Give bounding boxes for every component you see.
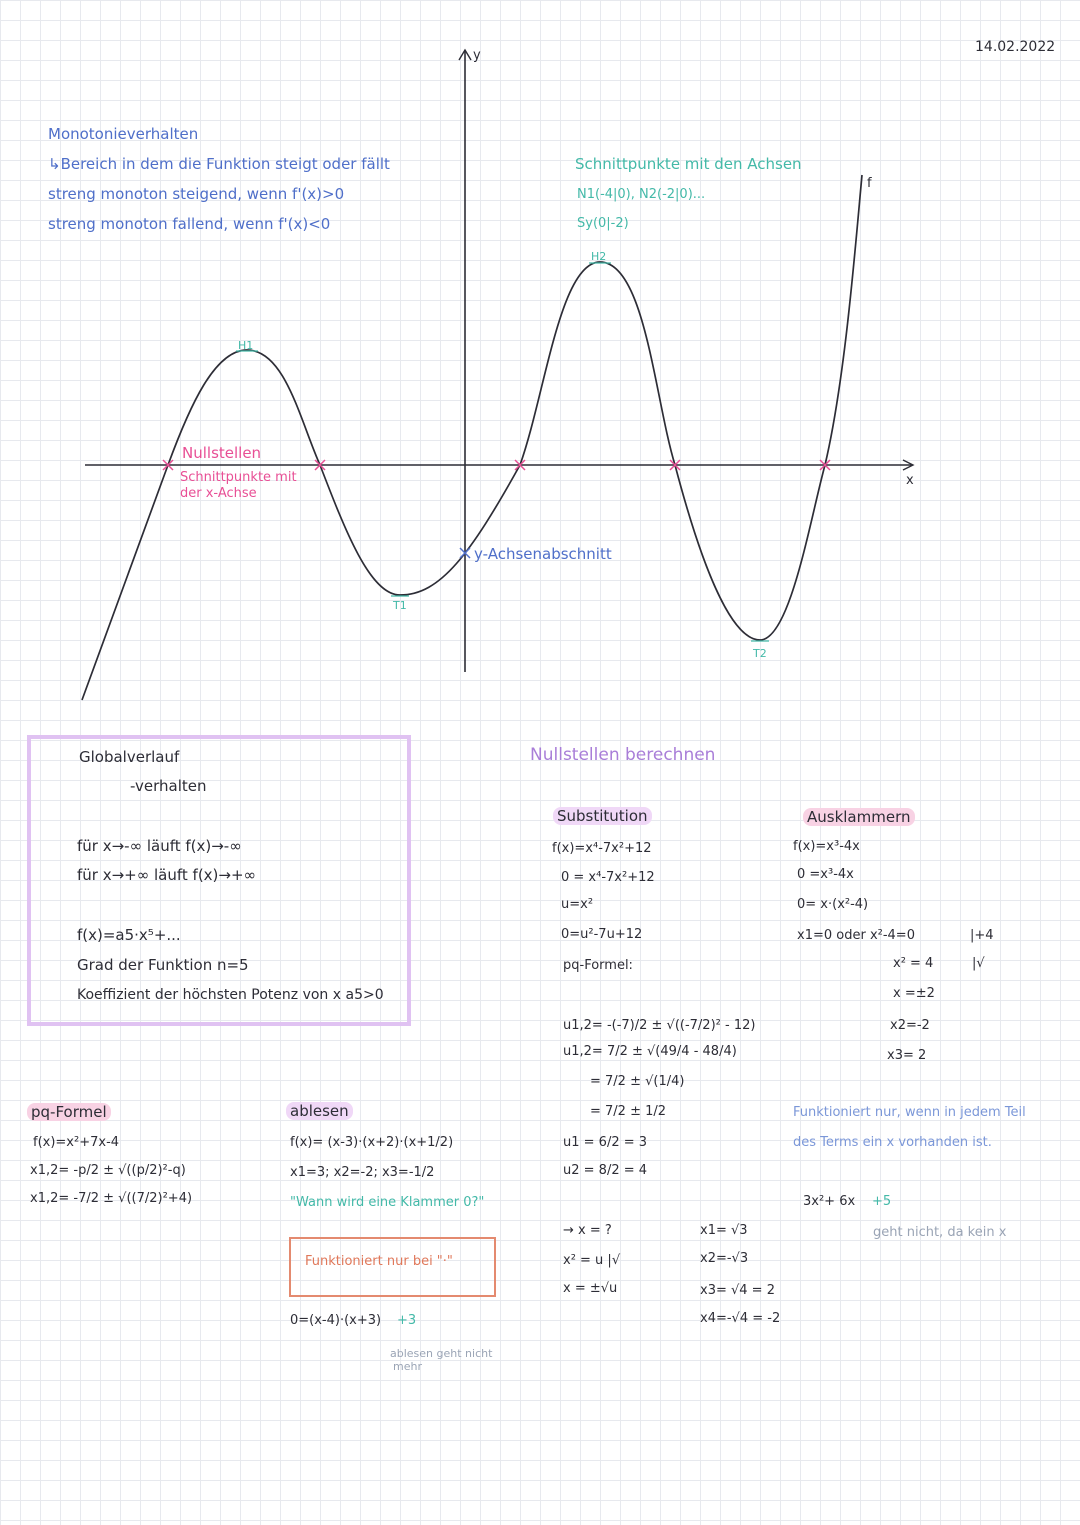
global-line-3: f(x)=a5·x⁵+... xyxy=(77,926,181,944)
ablesen-line-1: f(x)= (x-3)·(x+2)·(x+1/2) xyxy=(290,1135,454,1150)
ablesen-box-text: Funktioniert nur bei "·" xyxy=(305,1254,453,1269)
ausklammern-line-7: x2=-2 xyxy=(890,1018,930,1033)
ablesen-line-5: ablesen geht nicht xyxy=(390,1347,493,1360)
substitution-line-3: u=x² xyxy=(561,897,594,912)
substitution-line-13: x² = u |√ xyxy=(563,1253,621,1268)
substitution-line-9: = 7/2 ± 1/2 xyxy=(590,1104,667,1119)
ablesen-line-6: mehr xyxy=(393,1360,422,1373)
result-x3: x3= √4 = 2 xyxy=(700,1283,775,1298)
y-achsenabschnitt-label: y-Achsenabschnitt xyxy=(474,545,612,563)
ausklammern-line-5b: |√ xyxy=(972,956,985,971)
ablesen-line-2: x1=3; x2=-2; x3=-1/2 xyxy=(290,1165,435,1180)
pq-line-1: f(x)=x²+7x-4 xyxy=(33,1135,120,1150)
ausklammern-line-1: f(x)=x³-4x xyxy=(793,839,860,854)
global-line-4: Grad der Funktion n=5 xyxy=(77,956,249,974)
ausklammern-line-4b: |+4 xyxy=(970,928,994,943)
schnittpunkte-n: N1(-4|0), N2(-2|0)... xyxy=(577,187,706,202)
substitution-line-11: u2 = 8/2 = 4 xyxy=(563,1163,648,1178)
ausklammern-line-3: 0= x·(x²-4) xyxy=(797,897,869,912)
ablesen-line-4b: +3 xyxy=(397,1313,417,1328)
x-axis-label: x xyxy=(906,473,914,488)
ausklammern-line-6: x =±2 xyxy=(893,986,935,1001)
max-h2-label: H2 xyxy=(591,250,607,263)
global-line-2: für x→+∞ läuft f(x)→+∞ xyxy=(77,866,257,884)
ablesen-title: ablesen xyxy=(286,1102,353,1120)
substitution-line-12: → x = ? xyxy=(563,1223,612,1238)
schnittpunkte-x-label-1: Schnittpunkte mit xyxy=(180,470,297,485)
nullstellen-berechnen-title: Nullstellen berechnen xyxy=(530,745,716,765)
result-x2: x2=-√3 xyxy=(700,1251,749,1266)
global-line-1: für x→-∞ läuft f(x)→-∞ xyxy=(77,837,242,855)
substitution-line-8: = 7/2 ± √(1/4) xyxy=(590,1074,685,1089)
globalverlauf-subtitle: -verhalten xyxy=(130,777,207,795)
ausklammern-title: Ausklammern xyxy=(803,808,915,826)
ablesen-line-4: 0=(x-4)·(x+3) xyxy=(290,1313,382,1328)
max-h1-label: H1 xyxy=(238,339,254,352)
schnittpunkte-x-label-2: der x-Achse xyxy=(180,486,257,501)
schnittpunkte-s: Sy(0|-2) xyxy=(577,216,629,231)
ausklammern-note-1: Funktioniert nur, wenn in jedem Teil xyxy=(793,1105,1026,1120)
monotonie-line-3: streng monoton fallend, wenn f'(x)<0 xyxy=(48,215,331,233)
substitution-title: Substitution xyxy=(553,807,652,825)
ausklammern-line-2: 0 =x³-4x xyxy=(797,867,854,882)
pq-line-3: x1,2= -7/2 ± √((7/2)²+4) xyxy=(30,1191,193,1206)
substitution-line-14: x = ±√u xyxy=(563,1281,618,1296)
ausklammern-example-note: geht nicht, da kein x xyxy=(873,1225,1007,1240)
ausklammern-line-4: x1=0 oder x²-4=0 xyxy=(797,928,915,943)
result-x1: x1= √3 xyxy=(700,1223,748,1238)
function-curve xyxy=(82,175,862,700)
date: 14.02.2022 xyxy=(975,39,1056,55)
function-graph xyxy=(0,0,1080,720)
pq-line-2: x1,2= -p/2 ± √((p/2)²-q) xyxy=(30,1163,186,1178)
substitution-line-2: 0 = x⁴-7x²+12 xyxy=(561,870,655,885)
substitution-line-7: u1,2= 7/2 ± √(49/4 - 48/4) xyxy=(563,1044,737,1059)
result-x4: x4=-√4 = -2 xyxy=(700,1311,781,1326)
ablesen-line-3: "Wann wird eine Klammer 0?" xyxy=(290,1195,485,1210)
monotonie-line-2: streng monoton steigend, wenn f'(x)>0 xyxy=(48,185,345,203)
monotonie-title: Monotonieverhalten xyxy=(48,125,199,143)
substitution-line-6: u1,2= -(-7)/2 ± √((-7/2)² - 12) xyxy=(563,1018,756,1033)
ausklammern-example-plus: +5 xyxy=(872,1194,892,1209)
substitution-line-1: f(x)=x⁴-7x²+12 xyxy=(552,841,652,856)
function-label: f xyxy=(867,176,872,191)
pq-formel-title: pq-Formel xyxy=(27,1103,111,1121)
ausklammern-line-8: x3= 2 xyxy=(887,1048,927,1063)
global-line-5: Koeffizient der höchsten Potenz von x a5>0 xyxy=(77,987,384,1003)
schnittpunkte-title: Schnittpunkte mit den Achsen xyxy=(575,155,802,173)
min-t2-label: T2 xyxy=(753,647,767,660)
ausklammern-line-5: x² = 4 xyxy=(893,956,934,971)
substitution-line-5: pq-Formel: xyxy=(563,958,633,973)
ausklammern-note-2: des Terms ein x vorhanden ist. xyxy=(793,1135,992,1150)
substitution-line-10: u1 = 6/2 = 3 xyxy=(563,1135,648,1150)
nullstellen-label: Nullstellen xyxy=(182,444,262,462)
min-t1-label: T1 xyxy=(393,599,407,612)
monotonie-line-1: ↳Bereich in dem die Funktion steigt oder fällt xyxy=(48,155,390,173)
globalverlauf-title: Globalverlauf xyxy=(79,748,180,766)
substitution-line-4: 0=u²-7u+12 xyxy=(561,927,643,942)
ausklammern-example: 3x²+ 6x xyxy=(803,1194,856,1209)
y-axis-label: y xyxy=(473,48,481,63)
